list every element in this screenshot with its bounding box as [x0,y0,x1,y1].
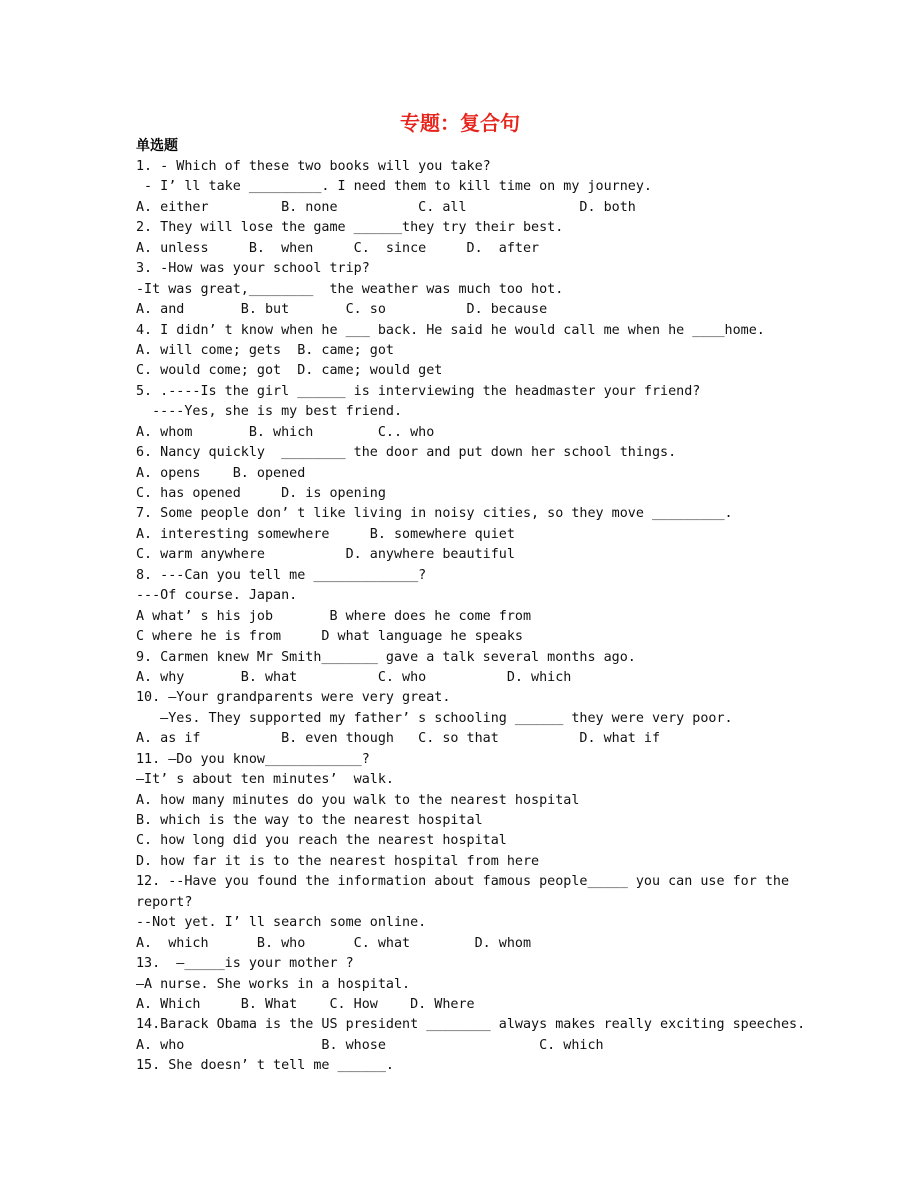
text-line: 10. —Your grandparents were very great. [136,690,451,706]
text-line: 14.Barack Obama is the US president ________ always makes really exciting speeches. [136,1017,806,1033]
text-line: D. how far it is to the nearest hospital from here [136,853,540,869]
text-line: A what’ s his job B where does he come from [136,608,532,624]
section-heading: 单选题 [136,138,178,154]
text-line: C. warm anywhere D. anywhere beautiful [136,547,515,563]
text-line: 9. Carmen knew Mr Smith_______ gave a talk several months ago. [136,649,636,665]
text-line: 4. I didn’ t know when he ___ back. He said he would call me when he ____home. [136,322,765,338]
text-line: A. opens B. opened [136,465,306,481]
text-line: 13. —_____is your mother ? [136,956,354,972]
text-line: A. why B. what C. who D. which [136,669,572,685]
text-line: ---Of course. Japan. [136,588,298,604]
text-line: —Yes. They supported my father’ s schooling ______ they were very poor. [136,710,733,726]
text-line: - I’ ll take _________. I need them to kill time on my journey. [136,179,652,195]
text-line: 7. Some people don’ t like living in noisy cities, so they move _________. [136,506,733,522]
text-line: A. which B. who C. what D. whom [136,935,532,951]
text-line: 5. .----Is the girl ______ is interviewing the headmaster your friend? [136,383,701,399]
text-line: -It was great,________ the weather was much too hot. [136,281,564,297]
text-line: 1. - Which of these two books will you take? [136,159,491,174]
text-line: A. whom B. which C.. who [136,424,435,440]
text-line: 2. They will lose the game ______they try their best. [136,220,564,236]
text-line: A. either B. none C. all D. both [136,199,636,215]
text-line: 15. She doesn’ t tell me ______. [136,1058,394,1074]
text-line: C. how long did you reach the nearest hospital [136,833,507,849]
text-line: report? [136,894,193,910]
text-line: A. unless B. when C. since D. after [136,240,540,256]
text-line: ----Yes, she is my best friend. [136,404,403,420]
question-body [136,157,806,1077]
text-line: C where he is from D what language he speaks [136,629,523,645]
text-line: --Not yet. I’ ll search some online. [136,915,427,931]
text-line: C. would come; got D. came; would get [136,363,443,379]
text-line: A. interesting somewhere B. somewhere quiet [136,526,515,542]
text-line: C. has opened D. is opening [136,486,386,501]
text-line: —It’ s about ten minutes’ walk. [136,772,394,788]
doc-title: 专题：复合句 [400,111,520,135]
text-line: —A nurse. She works in a hospital. [136,976,411,992]
text-line: A. and B. but C. so D. because [136,302,548,318]
text-line: A. who B. whose C. which [136,1037,604,1053]
text-line: B. which is the way to the nearest hospital [136,813,483,828]
text-line: A. will come; gets B. came; got [136,342,394,358]
text-line: 3. -How was your school trip? [136,261,370,277]
text-line: A. how many minutes do you walk to the nearest hospital [136,792,580,808]
text-line: 6. Nancy quickly ________ the door and put down her school things. [136,445,677,461]
text-line: 11. —Do you know____________? [136,751,370,767]
text-line: A. Which B. What C. How D. Where [136,996,475,1012]
text-line: 12. --Have you found the information about famous people_____ you can use for the [136,874,790,890]
text-line: A. as if B. even though C. so that D. what if [136,731,661,747]
text-line: 8. ---Can you tell me _____________? [136,567,427,583]
